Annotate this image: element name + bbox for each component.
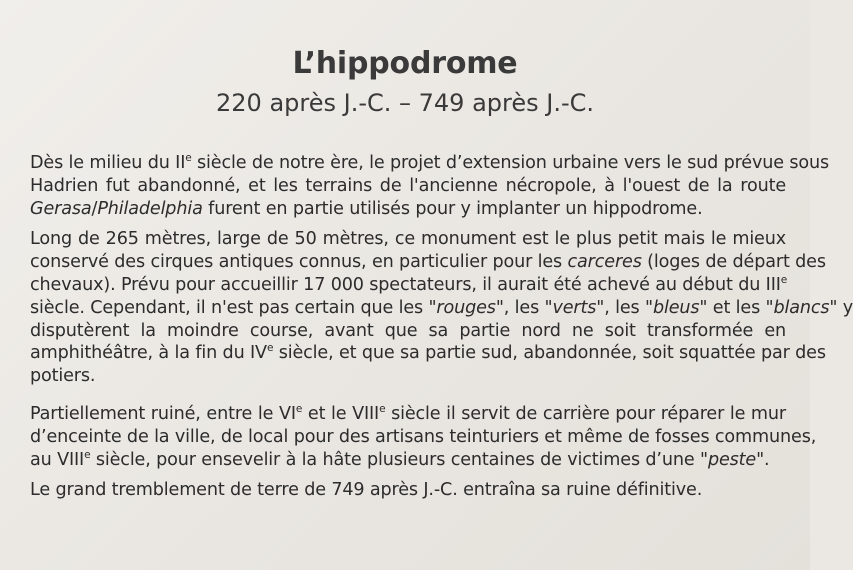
ordinal-superscript: e: [379, 403, 386, 416]
ordinal-superscript: e: [780, 274, 788, 287]
text-line: Le grand tremblement de terre de 749 après J.-C. entraîna sa ruine définitive.: [30, 480, 703, 501]
text-line: conservé des cirques antiques connus, en particulier pour les carceres (loges de départ des: [30, 252, 826, 273]
text-line: au VIIIe siècle, pour ensevelir à la hâte plusieurs centaines de victimes d’une "peste".: [30, 448, 770, 470]
text-line: Dès le milieu du IIe siècle de notre ère, le projet d’extension urbaine vers le sud prévue sous: [30, 152, 830, 173]
text-line: Gerasa/Philadelphia furent en partie utilisés pour y implanter un hippodrome.: [30, 198, 703, 219]
body-text: [30, 152, 853, 502]
italic-term: Gerasa: [30, 198, 92, 219]
italic-term: rouges: [436, 297, 496, 318]
italic-term: Philadelphia: [97, 198, 203, 219]
paragraph-reuse: [30, 403, 817, 471]
text-line: Partiellement ruiné, entre le VIe et le VIIIe siècle il servit de carrière pour réparer le mur: [30, 403, 786, 424]
italic-term: verts: [552, 297, 597, 318]
italic-term: carceres: [567, 252, 642, 273]
italic-term: peste: [707, 449, 757, 470]
italic-term: blancs: [773, 297, 830, 318]
ordinal-superscript: e: [185, 152, 192, 165]
text-line: chevaux). Prévu pour accueillir 17 000 spectateurs, il aurait été achevé au début du IIIe: [30, 274, 788, 295]
paragraph-earthquake: [30, 479, 786, 502]
text-line: d’enceinte de la ville, de local pour des artisans teinturiers et même de fosses communes,: [30, 426, 817, 447]
italic-term: bleus: [652, 297, 700, 318]
ordinal-superscript: e: [266, 342, 274, 355]
text-line: siècle. Cependant, il n'est pas certain que les "rouges", les "verts", les "bleus" et les "blancs" y: [30, 297, 853, 318]
text-line: potiers.: [30, 366, 96, 387]
paragraph-history: [30, 152, 830, 220]
text-line: Hadrien fut abandonné, et les terrains de l'ancienne nécropole, à l'ouest de la route: [30, 175, 786, 196]
text-line: disputèrent la moindre course, avant que sa partie nord ne soit transformée en: [30, 320, 786, 341]
ordinal-superscript: e: [295, 403, 303, 416]
paragraph-description: [30, 228, 853, 388]
text-line: amphithéâtre, à la fin du IVe siècle, et que sa partie sud, abandonnée, soit squattée par des: [30, 342, 826, 364]
page-title: L’hippodrome: [292, 46, 518, 81]
date-range: 220 après J.-C. – 749 après J.-C.: [216, 89, 594, 117]
text-line: Long de 265 mètres, large de 50 mètres, ce monument est le plus petit mais le mieux: [30, 229, 786, 250]
ordinal-superscript: e: [84, 448, 91, 461]
